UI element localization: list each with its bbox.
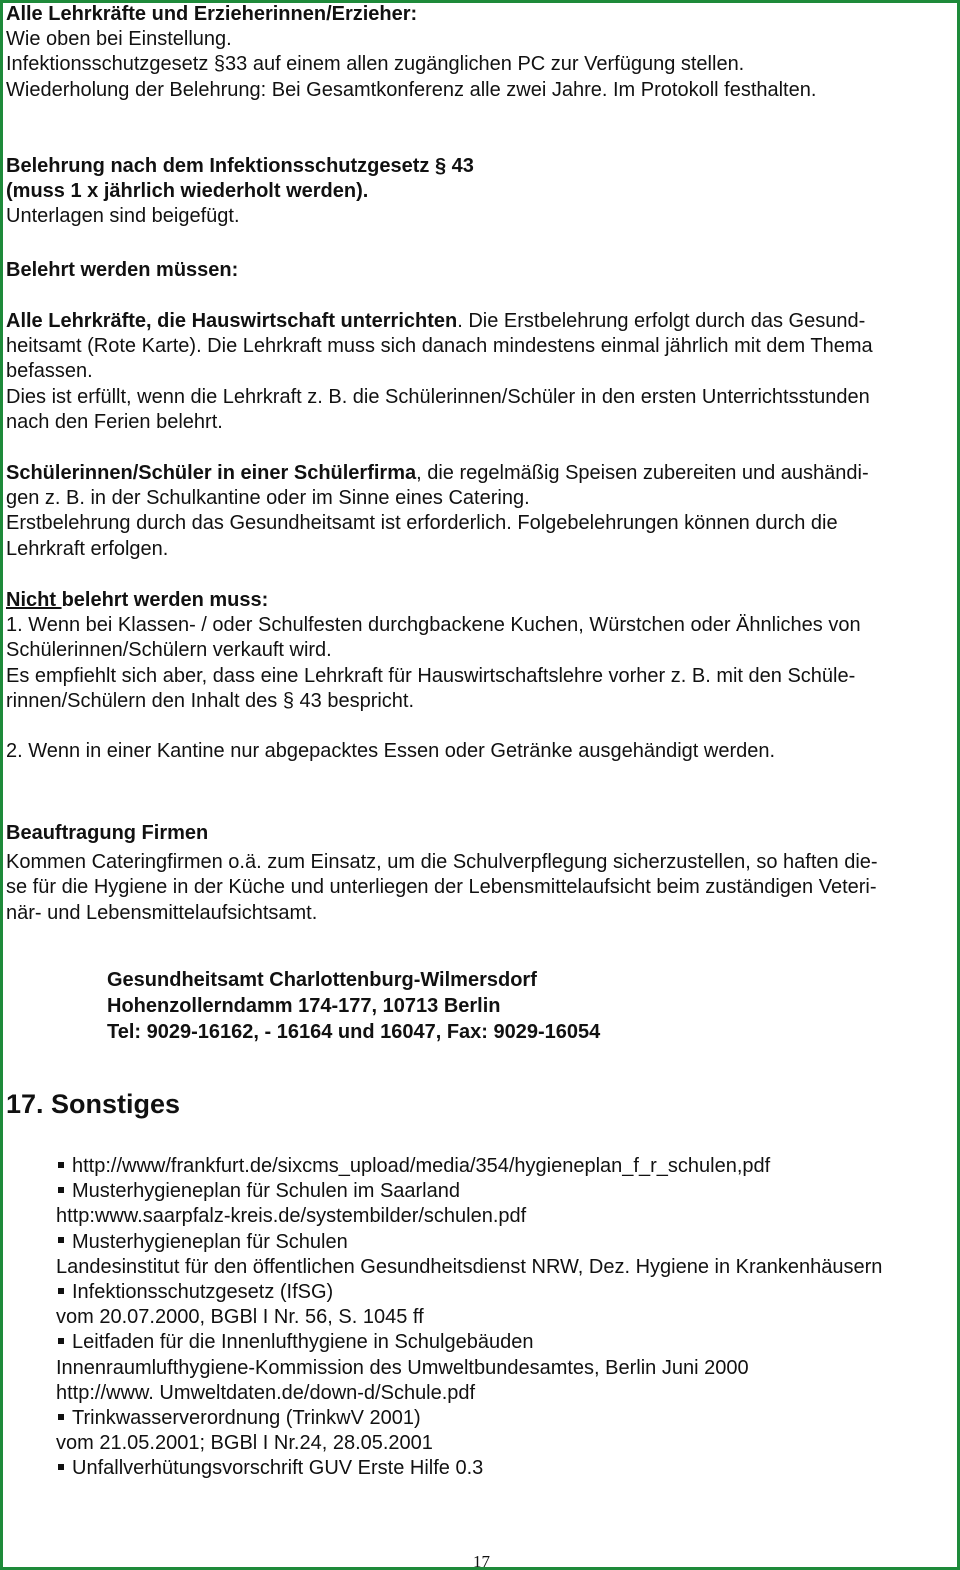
bullet-icon xyxy=(58,1464,64,1470)
section-heading: Beauftragung Firmen xyxy=(6,822,209,844)
page-number: 17 xyxy=(473,1552,490,1570)
bullet-icon xyxy=(58,1237,64,1243)
section-heading: Belehrung nach dem Infektionsschutzgesetz § 43 xyxy=(6,155,474,177)
text-line: Wie oben bei Einstellung. xyxy=(6,28,232,51)
text-line: Infektionsschutzgesetz §33 auf einem allen zugänglichen PC zur Verfügung stellen. xyxy=(6,53,745,76)
list-item-title: http://www/frankfurt.de/sixcms_upload/media/354/hygieneplan_f_r_schulen,pdf xyxy=(72,1155,771,1177)
section-heading: Alle Lehrkräfte und Erzieherinnen/Erzieher: xyxy=(6,3,418,25)
text-line: befassen. xyxy=(6,360,93,383)
list-item-title: Leitfaden für die Innenlufthygiene in Schulgebäuden xyxy=(72,1331,534,1354)
list-item-title: Unfallverhütungsvorschrift GUV Erste Hilfe 0.3 xyxy=(72,1457,484,1480)
bullet-icon xyxy=(58,1187,64,1193)
list-item xyxy=(56,1406,882,1431)
text-line: heitsamt (Rote Karte). Die Lehrkraft muss sich danach mindestens einmal jährlich mit dem Thema xyxy=(6,335,873,358)
health-office-address xyxy=(107,967,600,1045)
list-item-detail: Landesinstitut für den öffentlichen Gesundheitsdienst NRW, Dez. Hygiene in Krankenhäusern xyxy=(56,1255,883,1278)
paragraph-first-line xyxy=(6,461,951,486)
underlined-word: Nicht xyxy=(6,589,62,611)
list-item-title: Musterhygieneplan für Schulen im Saarland xyxy=(72,1180,460,1203)
text-line: Kommen Cateringfirmen o.ä. zum Einsatz, um die Schulverpflegung sicherzustellen, so haften die- xyxy=(6,851,878,874)
bullet-icon xyxy=(58,1288,64,1294)
list-item-detail: vom 21.05.2001; BGBl I Nr.24, 28.05.2001 xyxy=(56,1432,433,1455)
text-line: 1. Wenn bei Klassen- / oder Schulfesten durchgbackene Kuchen, Würstchen oder Ähnliches von xyxy=(6,614,861,637)
bold-lead: Schülerinnen/Schüler in einer Schülerfirma xyxy=(6,462,417,484)
heading-rest: belehrt werden muss: xyxy=(61,589,269,611)
section-not-instructed xyxy=(6,588,951,714)
section-home-economics-teachers xyxy=(6,309,951,435)
bold-lead: Alle Lehrkräfte, die Hauswirtschaft unterrichten xyxy=(6,310,458,332)
address-line: Tel: 9029-16162, - 16164 und 16047, Fax: 9029-16054 xyxy=(107,1021,601,1043)
list-item-title: Trinkwasserverordnung (TrinkwV 2001) xyxy=(72,1407,421,1430)
text-line: Schülerinnen/Schülern verkauft wird. xyxy=(6,639,332,662)
list-item-title: Musterhygieneplan für Schulen xyxy=(72,1230,348,1253)
address-line: Hohenzollerndamm 174-177, 10713 Berlin xyxy=(107,995,501,1017)
paragraph-first-line xyxy=(6,309,951,334)
list-item xyxy=(56,1280,882,1305)
text-line: nach den Ferien belehrt. xyxy=(6,410,223,433)
section-heading xyxy=(6,588,951,613)
text-line: Es empfiehlt sich aber, dass eine Lehrkraft für Hauswirtschaftslehre vorher z. B. mit den Schüle- xyxy=(6,664,856,687)
list-item xyxy=(56,1154,882,1179)
section-subheading: (muss 1 x jährlich wiederholt werden). xyxy=(6,180,369,203)
text-line: Wiederholung der Belehrung: Bei Gesamtkonferenz alle zwei Jahre. Im Protokoll festhalten. xyxy=(6,78,817,101)
section-instruction-ifsg xyxy=(6,154,951,230)
address-line: Gesundheitsamt Charlottenburg-Wilmersdorf xyxy=(107,969,537,991)
list-item-title: Infektionsschutzgesetz (IfSG) xyxy=(72,1281,334,1304)
section-student-company xyxy=(6,461,951,562)
list-item-detail: vom 20.07.2000, BGBl I Nr. 56, S. 1045 ff xyxy=(56,1306,424,1329)
list-item xyxy=(56,1230,882,1255)
text-line: Dies ist erfüllt, wenn die Lehrkraft z. B. die Schülerinnen/Schüler in den ersten Unterrichtsstunden xyxy=(6,385,870,408)
section-teachers xyxy=(6,2,951,103)
list-item-detail: http:www.saarpfalz-kreis.de/systembilder/schulen.pdf xyxy=(56,1205,527,1228)
text-line: när- und Lebensmittelaufsichtsamt. xyxy=(6,901,318,924)
list-item xyxy=(56,1179,882,1204)
bullet-icon xyxy=(58,1162,64,1168)
list-item-2: 2. Wenn in einer Kantine nur abgepacktes Essen oder Getränke ausgehändigt werden. xyxy=(6,740,776,762)
text-line: rinnen/Schülern den Inhalt des § 43 bespricht. xyxy=(6,689,415,712)
section-catering-firms xyxy=(6,821,951,926)
list-item-detail: Innenraumlufthygiene-Kommission des Umweltbundesamtes, Berlin Juni 2000 xyxy=(56,1356,749,1379)
text-line: se für die Hygiene in der Küche und unterliegen der Lebensmittelaufsicht beim zuständigen Veteri- xyxy=(6,876,877,899)
text-line: Unterlagen sind beigefügt. xyxy=(6,205,240,228)
text-line: Lehrkraft erfolgen. xyxy=(6,537,169,560)
reference-list xyxy=(56,1154,882,1482)
text-run: , die regelmäßig Speisen zubereiten und aushändi- xyxy=(416,462,869,484)
list-item xyxy=(56,1456,882,1481)
list-item-detail: http://www. Umweltdaten.de/down-d/Schule.pdf xyxy=(56,1381,476,1404)
section-17-title: 17. Sonstiges xyxy=(6,1089,181,1119)
bullet-icon xyxy=(58,1414,64,1420)
section-must-be-instructed xyxy=(6,258,951,283)
text-run: . Die Erstbelehrung erfolgt durch das Gesund- xyxy=(457,310,866,332)
bullet-icon xyxy=(58,1338,64,1344)
text-line: Erstbelehrung durch das Gesundheitsamt ist erforderlich. Folgebelehrungen können durch die xyxy=(6,512,838,535)
section-heading: Belehrt werden müssen: xyxy=(6,259,239,281)
list-item xyxy=(56,1330,882,1355)
text-line: gen z. B. in der Schulkantine oder im Sinne eines Catering. xyxy=(6,487,530,510)
